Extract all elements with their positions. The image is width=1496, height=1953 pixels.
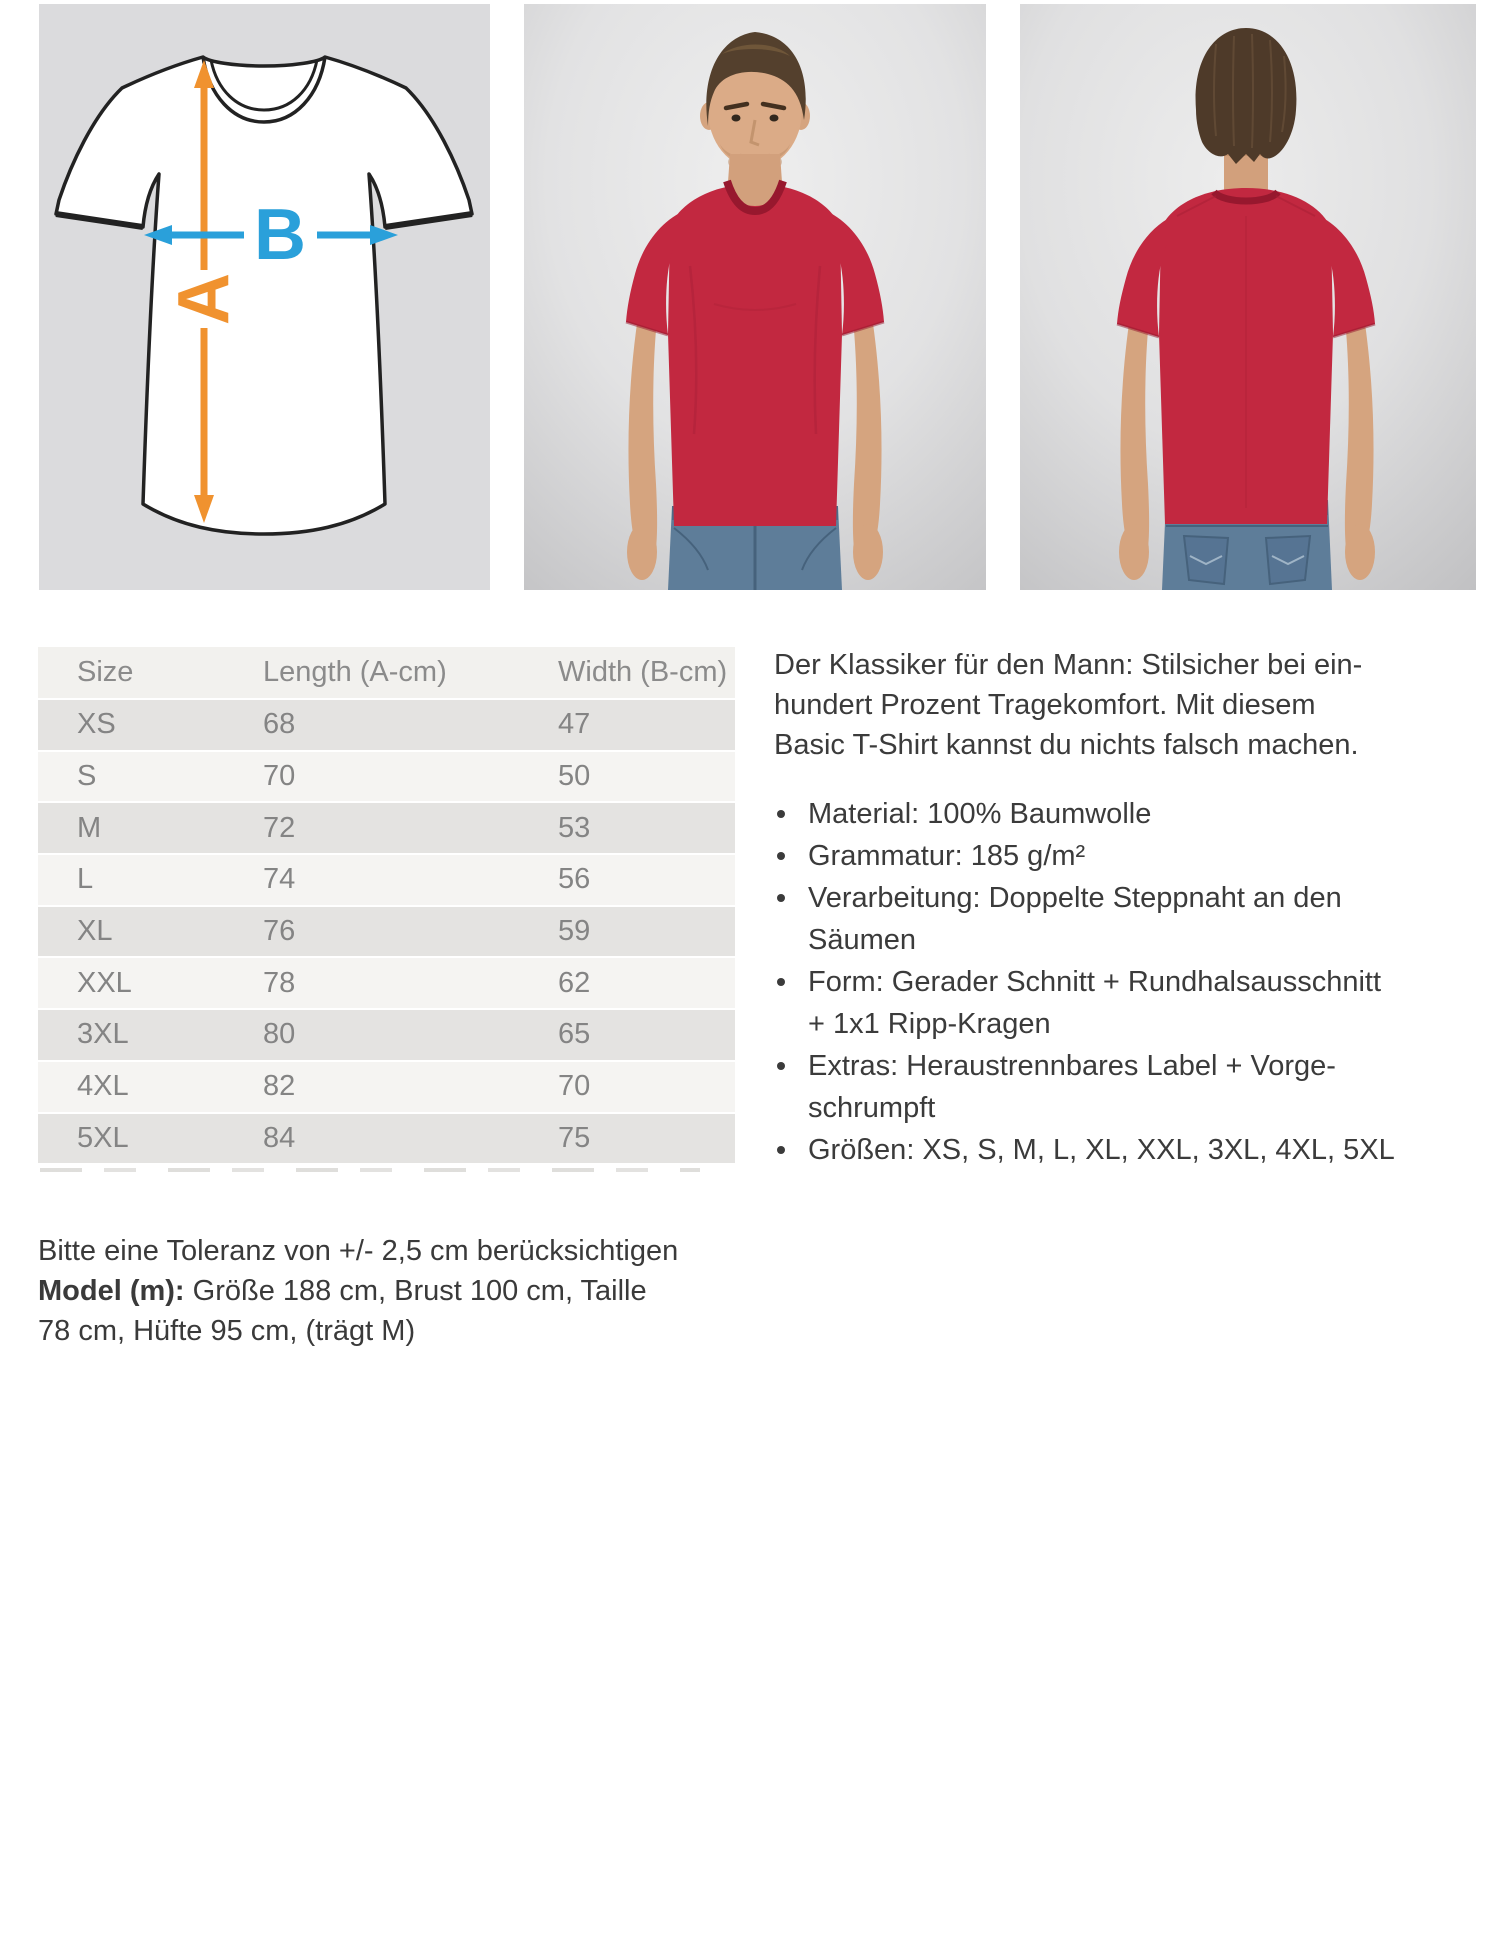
width-cell: 53 — [558, 811, 591, 844]
size-cell: L — [77, 863, 94, 896]
size-cell: XXL — [77, 966, 132, 999]
model-info-line1 — [38, 1271, 658, 1311]
model-label: Model (m): — [38, 1275, 185, 1307]
size-diagram-image — [39, 4, 490, 590]
intro-line: Der Klassiker für den Mann: Stilsicher bei ein- — [774, 649, 1363, 681]
description-intro — [774, 645, 1484, 765]
width-cell: 47 — [558, 708, 591, 741]
width-cell: 62 — [558, 966, 591, 999]
size-cell: 5XL — [77, 1121, 129, 1154]
length-cell: 80 — [263, 1018, 296, 1051]
bullet-dot-icon — [777, 852, 785, 860]
width-cell: 50 — [558, 760, 591, 793]
tolerance-note: Bitte eine Toleranz von +/- 2,5 cm berücksichtigen — [38, 1235, 679, 1267]
size-cell: M — [77, 811, 102, 844]
table-row — [38, 855, 735, 907]
table-row — [38, 803, 735, 855]
bullet-dot-icon — [777, 894, 785, 902]
length-cell: 72 — [263, 811, 296, 844]
bullet-dot-icon — [777, 1062, 785, 1070]
model-measurements: Größe 188 cm, Brust 100 cm, Taille — [184, 1275, 647, 1307]
size-cell: S — [77, 760, 97, 793]
list-item-groessen: Größen: XS, S, M, L, XL, XXL, 3XL, 4XL, 5XL — [774, 1129, 1484, 1171]
feature-list — [774, 793, 1484, 1171]
width-cell: 65 — [558, 1018, 591, 1051]
table-row — [38, 1114, 735, 1166]
list-item-extras: Extras: Heraustrennbares Label + Vorge- schrumpft — [774, 1045, 1484, 1129]
table-row — [38, 700, 735, 752]
label-a: A — [164, 273, 244, 325]
list-item-grammatur: Grammatur: 185 g/m² — [774, 835, 1484, 877]
length-cell: 76 — [263, 915, 296, 948]
length-cell: 84 — [263, 1121, 296, 1154]
size-cell: XS — [77, 708, 116, 741]
intro-line: Basic T-Shirt kannst du nichts falsch machen. — [774, 729, 1359, 761]
width-cell: 56 — [558, 863, 591, 896]
model-front-illustration — [524, 4, 986, 590]
header-size: Size — [77, 656, 134, 688]
model-info-line2: 78 cm, Hüfte 95 cm, (trägt M) — [38, 1315, 416, 1347]
table-row — [38, 1062, 735, 1114]
size-table-body — [38, 700, 735, 1165]
length-cell: 82 — [263, 1070, 296, 1103]
width-cell: 70 — [558, 1070, 591, 1103]
clipped-table-row-remnant — [40, 1168, 700, 1172]
header-width: Width (B-cm) — [558, 656, 728, 688]
size-cell: 3XL — [77, 1018, 129, 1051]
bullet-dot-icon — [777, 978, 785, 986]
size-cell: XL — [77, 915, 113, 948]
product-description — [774, 645, 1484, 1171]
table-row — [38, 958, 735, 1010]
intro-line: hundert Prozent Tragekomfort. Mit diesem — [774, 689, 1316, 721]
measurement-notes — [38, 1231, 679, 1351]
tshirt-measure-diagram-icon — [39, 4, 490, 590]
label-b: B — [254, 195, 306, 275]
model-back-photo — [1020, 4, 1476, 590]
table-row — [38, 752, 735, 804]
table-row — [38, 1010, 735, 1062]
list-item-form: Form: Gerader Schnitt + Rundhalsausschnitt + 1x1 Ripp-Kragen — [774, 961, 1484, 1045]
header-length: Length (A-cm) — [263, 656, 447, 688]
table-row — [38, 907, 735, 959]
list-item-verarbeitung: Verarbeitung: Doppelte Steppnaht an den Säumen — [774, 877, 1484, 961]
length-cell: 74 — [263, 863, 296, 896]
size-cell: 4XL — [77, 1070, 129, 1103]
model-front-photo — [524, 4, 986, 590]
bullet-dot-icon — [777, 1146, 785, 1154]
size-table-header — [38, 647, 735, 700]
length-cell: 70 — [263, 760, 296, 793]
size-table — [38, 647, 735, 1165]
width-cell: 59 — [558, 915, 591, 948]
width-cell: 75 — [558, 1121, 591, 1154]
length-cell: 68 — [263, 708, 296, 741]
bullet-dot-icon — [777, 810, 785, 818]
list-item-material: Material: 100% Baumwolle — [774, 793, 1484, 835]
length-cell: 78 — [263, 966, 296, 999]
model-back-illustration — [1020, 4, 1476, 590]
